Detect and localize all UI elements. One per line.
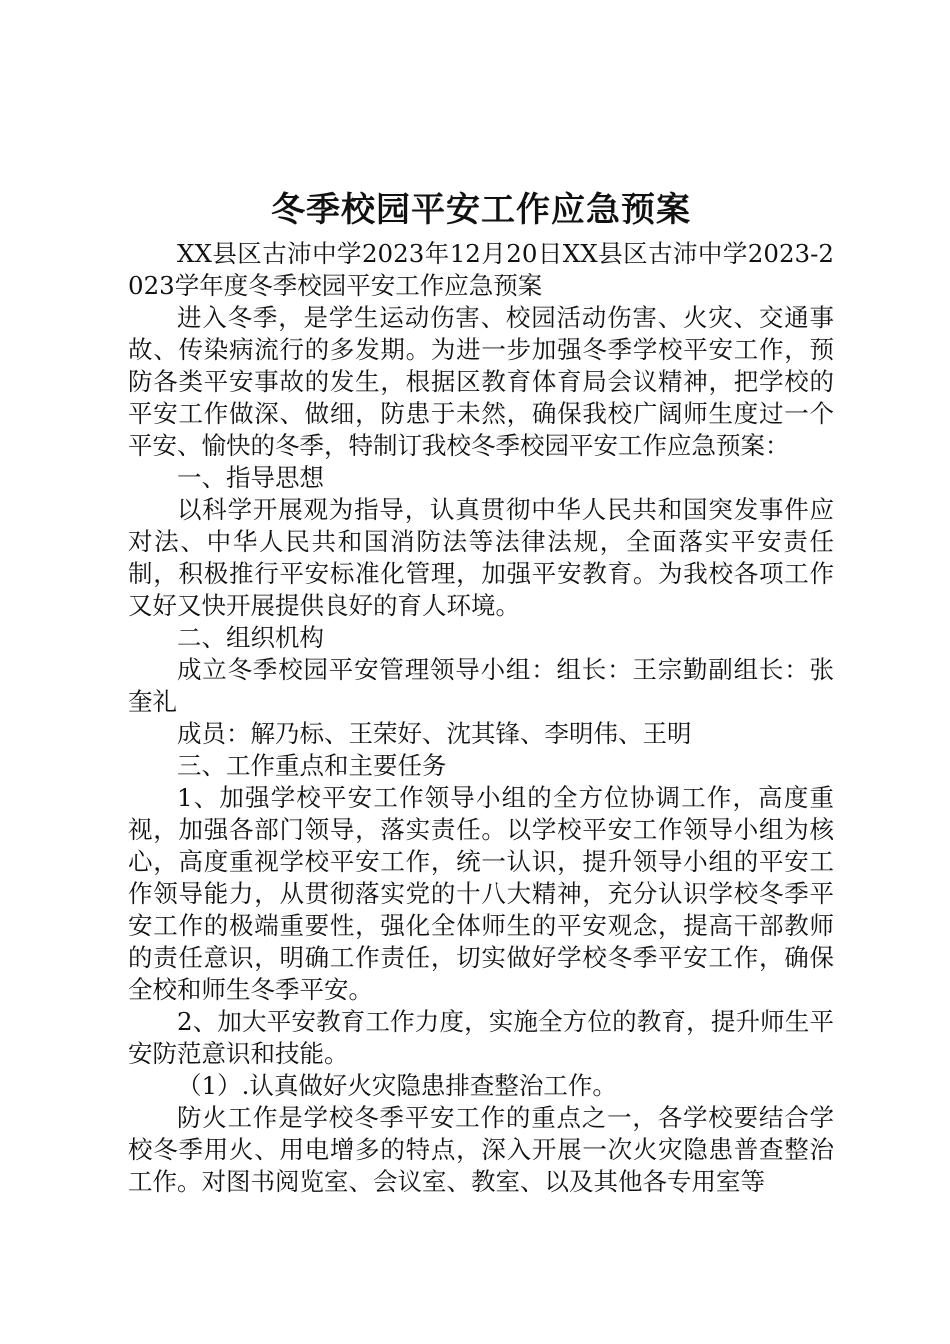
document-paragraph: 防火工作是学校冬季平安工作的重点之一，各学校要结合学校冬季用火、用电增多的特点，深入开展一次火灾隐患普查整治工作。对图书阅览室、会议室、教室、以及其他各专用室等 — [128, 1103, 834, 1196]
document-page — [128, 182, 834, 1198]
document-title: 冬季校园平安工作应急预案 — [271, 190, 691, 230]
document-paragraph: 1、加强学校平安工作领导小组的全方位协调工作，高度重视，加强各部门领导，落实责任。以学校平安工作领导小组为核心，高度重视学校平安工作，统一认识，提升领导小组的平安工作领导能力，从贯彻落实党的十八大精神，充分认识学校冬季平安工作的极端重要性，强化全体师生的平安观念，提高干部教师的责任意识，明确工作责任，切实做好学校冬季平安工作，确保全校和师生冬季平安。 — [128, 783, 834, 1004]
document-paragraph: 以科学开展观为指导，认真贯彻中华人民共和国突发事件应对法、中华人民共和国消防法等法律法规，全面落实平安责任制，积极推行平安标准化管理，加强平安教育。为我校各项工作又好又快开展提供良好的育人环境。 — [128, 495, 834, 620]
document-paragraph: XX县区古沛中学2023年12月20日XX县区古沛中学2023-2023学年度冬季校园平安工作应急预案 — [128, 239, 834, 300]
section-heading: 三、工作重点和主要任务 — [177, 751, 447, 780]
document-paragraph: 进入冬季，是学生运动伤害、校园活动伤害、火灾、交通事故、传染病流行的多发期。为进一步加强冬季学校平安工作，预防各类平安事故的发生，根据区教育体育局会议精神，把学校的平安工作做深、做细，防患于未然，确保我校广阔师生度过一个平安、愉快的冬季，特制订我校冬季校园平安工作应急预案： — [128, 303, 834, 460]
section-heading: 一、指导思想 — [177, 463, 324, 492]
document-paragraph: 成立冬季校园平安管理领导小组：组长：王宗勤副组长：张奎礼 — [128, 655, 834, 716]
document-paragraph: 2、加大平安教育工作力度，实施全方位的教育，提升师生平安防范意识和技能。 — [128, 1007, 834, 1068]
section-heading: 二、组织机构 — [177, 623, 324, 652]
sub-heading: （1）.认真做好火灾隐患排查整治工作。 — [177, 1071, 617, 1100]
document-paragraph: 成员：解乃标、王荣好、沈其锋、李明伟、王明 — [177, 719, 692, 748]
